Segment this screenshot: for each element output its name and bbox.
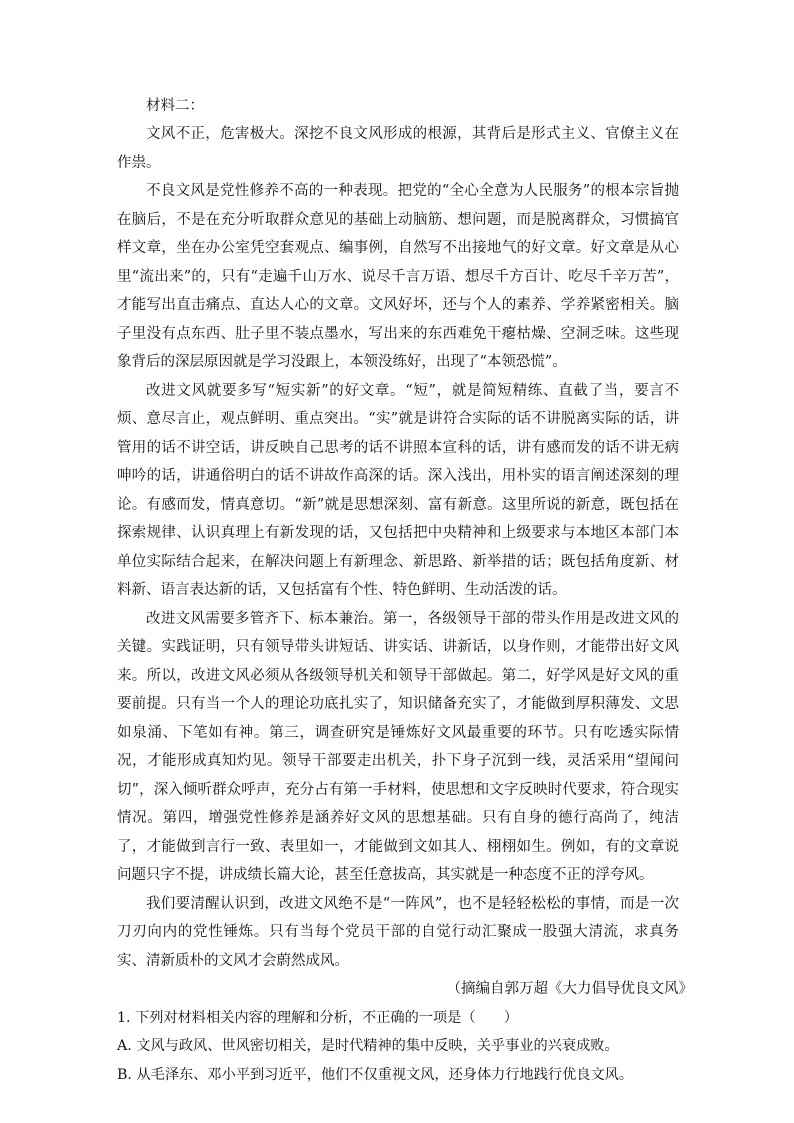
paragraph-5: 我们要清醒认识到，改进文风绝不是“一阵风”，也不是轻轻松松的事情，而是一次刀刃向内的党性锤炼。只有当每个党员干部的自觉行动汇聚成一股强大清流，求真务实、清新质朴的文风才会蔚然成风。: [117, 895, 679, 969]
paragraph-3: 改进文风就要多写“短实新”的好文章。“短”，就是简短精练、直截了当，要言不烦、意尽言止，观点鲜明、重点突出。“实”就是讲符合实际的话不讲脱离实际的话，讲管用的话不讲空话，讲反映自己思考的话不讲照本宣科的话，讲有感而发的话不讲无病呻吟的话，讲通俗明白的话不讲故作高深的话。深入浅出，用朴实的语言阐述深刻的理论。有感而发，情真意切。“新”就是思想深刻、富有新意。这里所说的新意，既包括在探索规律、认识真理上有新发现的话，又包括把中央精神和上级要求与本地区本部门本单位实际结合起来，在解决问题上有新理念、新思路、新举措的话；既包括角度新、材料新、语言表达新的话，又包括富有个性、特色鲜明、生动活泼的话。: [117, 382, 679, 598]
material-heading: 材料二：: [146, 98, 204, 114]
document-page: [117, 92, 693, 1089]
option-a: A. 文风与政风、世风密切相关，是时代精神的集中反映，关乎事业的兴衰成败。: [117, 1038, 619, 1054]
option-b: B. 从毛泽东、邓小平到习近平，他们不仅重视文风，还身体力行地践行优良文风。: [117, 1066, 634, 1083]
paragraph-1: 文风不正，危害极大。深挖不良文风形成的根源，其背后是形式主义、官僚主义在作祟。: [117, 126, 679, 171]
paragraph-2: 不良文风是党性修养不高的一种表现。把党的“全心全意为人民服务”的根本宗旨抛在脑后，不是在充分听取群众意见的基础上动脑筋、想问题，而是脱离群众，习惯搞官样文章，坐在办公室凭空套观点、编事例，自然写不出接地气的好文章。好文章是从心里“流出来”的，只有“走遍千山万水、说尽千言万语、想尽千方百计、吃尽千辛万苦”，才能写出直击痛点、直达人心的文章。文风好坏，还与个人的素养、学养紧密相关。脑子里没有点东西、肚子里不装点墨水，写出来的东西难免干瘪枯燥、空洞乏味。这些现象背后的深层原因就是学习没跟上，本领没练好，出现了“本领恐慌”。: [117, 183, 679, 370]
source-citation: （摘编自郭万超《大力倡导优良文风》: [446, 981, 693, 997]
question-stem: 1. 下列对材料相关内容的理解和分析，不正确的一项是（ ）: [117, 1009, 519, 1026]
paragraph-4: 改进文风需要多管齐下、标本兼治。第一，各级领导干部的带头作用是改进文风的关键。实践证明，只有领导带头讲短话、讲实话、讲新话，以身作则，才能带出好文风来。所以，改进文风必须从各级领导机关和领导干部做起。第二，好学风是好文风的重要前提。只有当一个人的理论功底扎实了，知识储备充实了，才能做到厚积薄发、文思如泉涌、下笔如有神。第三，调查研究是锤炼好文风最重要的环节。只有吃透实际情况，才能形成真知灼见。领导干部要走出机关，扑下身子沉到一线，灵活采用“望闻问切”，深入倾听群众呼声，充分占有第一手材料，使思想和文字反映时代要求，符合现实情况。第四，增强党性修养是涵养好文风的思想基础。只有自身的德行高尚了，纯洁了，才能做到言行一致、表里如一，才能做到文如其人、栩栩如生。例如，有的文章说问题只字不提，讲成绩长篇大论，甚至任意拔高，其实就是一种态度不正的浮夸风。: [117, 610, 679, 883]
